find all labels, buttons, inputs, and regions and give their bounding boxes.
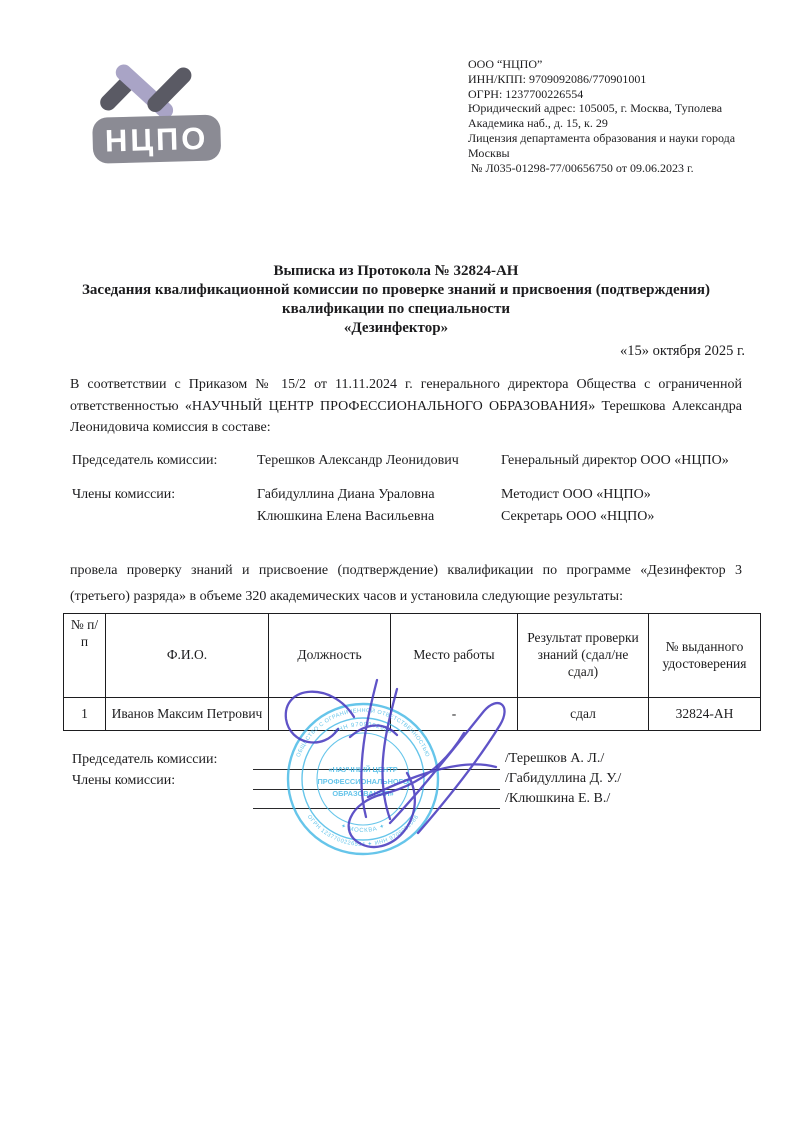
- seal-inner-ring: [317, 733, 409, 825]
- seal-middle-ring: [302, 718, 424, 840]
- seal-center-line-2: ПРОФЕССИОНАЛЬНОГО: [317, 777, 409, 786]
- signature-line-2: [253, 789, 500, 790]
- results-table: [63, 613, 761, 731]
- company-license-1: Лицензия департамента образования и науки города: [468, 130, 736, 145]
- commission-member-row-2: [0, 509, 793, 527]
- header-workplace: Место работы: [391, 614, 518, 698]
- logo-mark-icon: [109, 61, 190, 121]
- cell-position: [269, 698, 391, 731]
- cell-fio: Иванов Максим Петрович: [106, 698, 269, 731]
- title-line-4: «Дезинфектор»: [343, 320, 449, 336]
- company-address-1: Юридический адрес: 105005, г. Москва, Туполева: [468, 101, 723, 116]
- signature-line-3: [253, 808, 500, 809]
- header-result: Результат проверки знаний (сдал/не сдал): [518, 614, 649, 698]
- header-position: Должность: [269, 614, 391, 698]
- cell-result: сдал: [518, 698, 649, 731]
- company-license-number: № Л035-01298-77/00656750 от 09.06.2023 г.: [468, 160, 694, 175]
- member-1-position: Методист ООО «НЦПО»: [501, 487, 651, 502]
- signature-name-3: /Клюшкина Е. В./: [505, 791, 611, 806]
- table-header-row: [64, 614, 761, 698]
- company-address-2: Академика наб., д. 15, к. 29: [468, 116, 608, 131]
- company-inn-kpp: ИНН/КПП: 9709092086/770901001: [468, 71, 647, 86]
- document-title: [46, 262, 746, 338]
- commission-chairman-row: [0, 453, 793, 471]
- signature-name-2: /Габидуллина Д. У./: [505, 771, 622, 786]
- svg-text:ОГРН 1237700226554 ✦ ИНН 97090: [306, 814, 421, 848]
- cell-workplace: -: [391, 698, 518, 731]
- seal-center-line-1: «НАУЧНЫЙ ЦЕНТР: [328, 765, 398, 774]
- header-fio: Ф.И.О.: [106, 614, 269, 698]
- title-line-3: квалификации по специальности: [282, 301, 510, 317]
- cell-cert-number: 32824-АН: [649, 698, 761, 731]
- seal-center-line-3: ОБРАЗОВАНИЯ»: [332, 789, 394, 798]
- member-2-name: Клюшкина Елена Васильевна: [257, 509, 435, 524]
- signature-members-label: Члены комиссии:: [72, 773, 176, 788]
- header-num: № п/п: [64, 614, 106, 698]
- table-row: [64, 698, 761, 731]
- cell-num: 1: [64, 698, 106, 731]
- commission-member-row-1: [0, 487, 793, 505]
- title-line-1: Выписка из Протокола № 32824-АН: [273, 263, 519, 279]
- logo-badge: НЦПО: [92, 114, 221, 163]
- svg-text:✦ МОСКВА ✦: [340, 822, 387, 834]
- signature-chairman-label: Председатель комиссии:: [72, 752, 218, 767]
- header-cert-number: № выданного удостоверения: [649, 614, 761, 698]
- company-details: [468, 57, 756, 175]
- company-license-2: Москвы: [468, 145, 510, 160]
- intro-paragraph: В соответствии с Приказом № 15/2 от 11.11.2024 г. генерального директора Общества с ограниченной ответственностью «НАУЧНЫЙ ЦЕНТР ПРОФЕССИОНАЛЬНОГО ОБРАЗОВАНИЯ» Терешкова Александра Леонидовича комиссия в составе:: [70, 377, 742, 435]
- signature-name-1: /Терешков А. Л./: [505, 751, 605, 766]
- seal-inner-bottom-text: ✦ МОСКВА ✦: [339, 823, 387, 835]
- company-ogrn: ОГРН: 1237700226554: [468, 86, 584, 101]
- chairman-position: Генеральный директор ООО «НЦПО»: [501, 453, 729, 468]
- members-label: Члены комиссии:: [72, 487, 176, 502]
- chairman-name: Терешков Александр Леонидович: [257, 453, 459, 468]
- member-1-name: Габидуллина Диана Ураловна: [257, 487, 435, 502]
- results-paragraph: провела проверку знаний и присвоение (подтверждение) квалификации по программе «Дезинфектор 3 (третьего) разряда» в объеме 320 академических часов и установила следующие результаты:: [70, 563, 742, 604]
- document-date: «15» октября 2025 г.: [619, 343, 745, 359]
- title-line-2: Заседания квалификационной комиссии по проверке знаний и присвоения (подтверждения): [81, 282, 711, 298]
- company-logo: [89, 56, 232, 170]
- chairman-label: Председатель комиссии:: [72, 453, 218, 468]
- company-name: ООО “НЦПО”: [468, 57, 543, 71]
- member-2-position: Секретарь ООО «НЦПО»: [501, 509, 655, 524]
- signature-line-1: [253, 769, 500, 770]
- seal-outer-bottom-text: ОГРН 1237700226554 ✦ ИНН 9709092086: [305, 814, 421, 849]
- seal-outer-top-text: ОБЩЕСТВО С ОГРАНИЧЕННОЙ ОТВЕТСТВЕННОСТЬЮ: [295, 707, 431, 759]
- seal-inner-top-text: ИНН 9709092086: [332, 721, 394, 736]
